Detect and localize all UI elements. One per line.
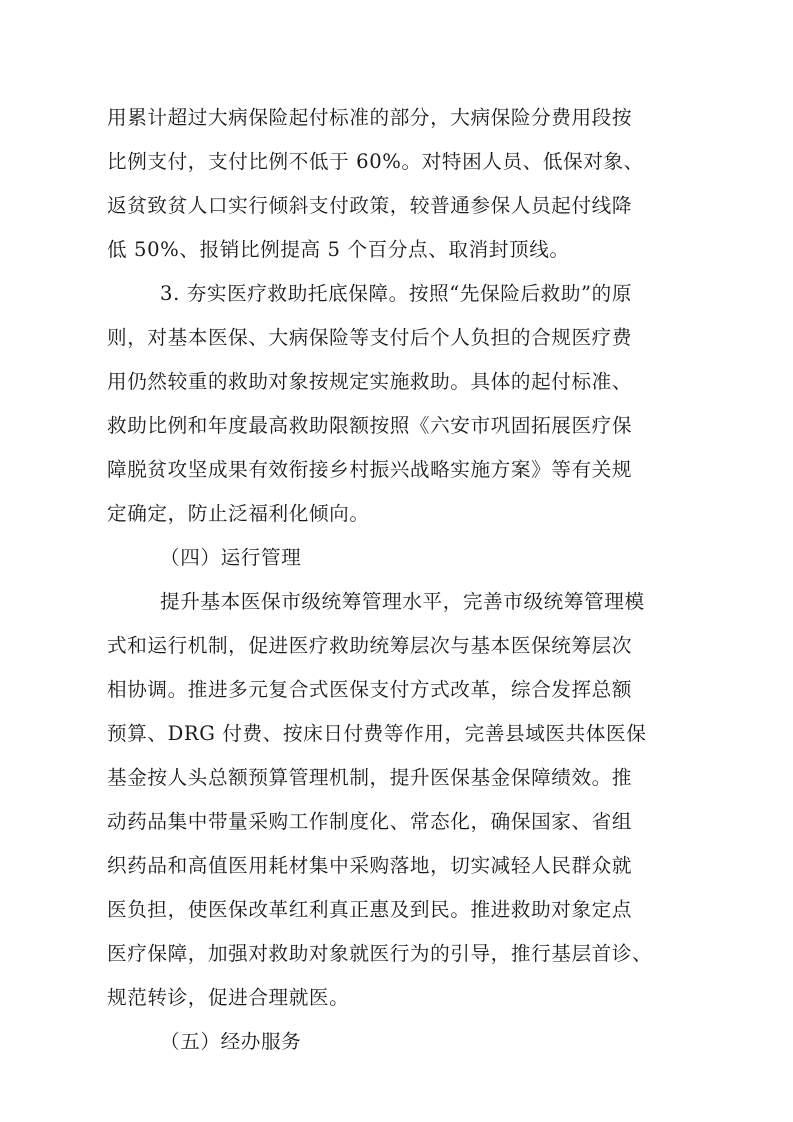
text-line: 用累计超过大病保险起付标准的部分，大病保险分费用段按: [107, 106, 633, 129]
text-line: 提升基本医保市级统筹管理水平，完善市级统筹管理模: [160, 590, 645, 613]
text-line: 医疗保障，加强对救助对象就医行为的引导，推行基层首诊、: [107, 942, 653, 965]
text-line: 则，对基本医保、大病保险等支付后个人负担的合规医疗费: [107, 326, 633, 349]
text-line: 基金按人头总额预算管理机制，提升医保基金保障绩效。推: [107, 766, 633, 789]
section-heading: （五）经办服务: [160, 1030, 302, 1053]
text-line: 定确定，防止泛福利化倾向。: [107, 502, 370, 525]
text-line: 比例支付，支付比例不低于 60%。对特困人员、低保对象、: [107, 150, 644, 173]
text-line: 预算、DRG 付费、按床日付费等作用，完善县域医共体医保: [107, 722, 647, 745]
text-line: 低 50%、报销比例提高 5 个百分点、取消封顶线。: [107, 238, 570, 261]
section-heading: （四）运行管理: [160, 546, 302, 569]
text-line: 3. 夯实医疗救助托底保障。按照“先保险后救助”的原: [160, 282, 633, 305]
text-line: 相协调。推进多元复合式医保支付方式改革，综合发挥总额: [107, 678, 633, 701]
text-line: 救助比例和年度最高救助限额按照《六安市巩固拓展医疗保: [107, 414, 633, 437]
text-line: 医负担，使医保改革红利真正惠及到民。推进救助对象定点: [107, 898, 633, 921]
text-line: 织药品和高值医用耗材集中采购落地，切实减轻人民群众就: [107, 854, 633, 877]
text-line: 动药品集中带量采购工作制度化、常态化，确保国家、省组: [107, 810, 633, 833]
text-line: 式和运行机制，促进医疗救助统筹层次与基本医保统筹层次: [107, 634, 633, 657]
text-line: 返贫致贫人口实行倾斜支付政策，较普通参保人员起付线降: [107, 194, 633, 217]
text-line: 用仍然较重的救助对象按规定实施救助。具体的起付标准、: [107, 370, 633, 393]
text-line: 障脱贫攻坚成果有效衔接乡村振兴战略实施方案》等有关规: [107, 458, 633, 481]
text-line: 规范转诊，促进合理就医。: [107, 986, 350, 1009]
